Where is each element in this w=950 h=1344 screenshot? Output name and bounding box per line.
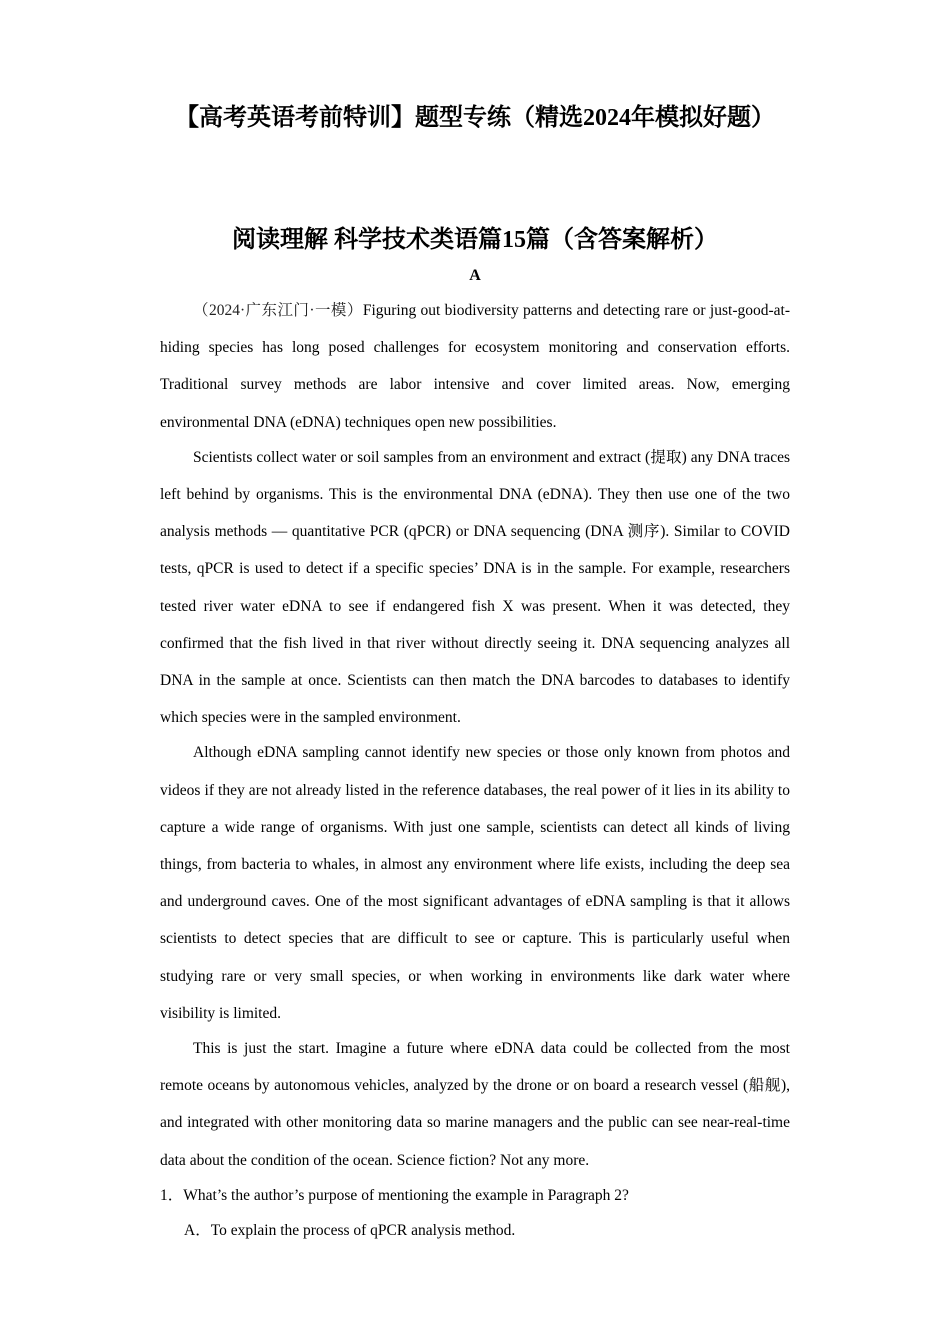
option-text: To explain the process of qPCR analysis method. <box>210 1222 516 1240</box>
paragraph-2: Scientists collect water or soil samples from an environment and extract (提取) any DNA traces left behind by organisms. This is the environmental DNA (eDNA). They then use one of the two analysis methods — quantitative PCR (qPCR) or DNA sequencing (DNA 测序). Similar to COVID tests, qPCR is used to detect if a specific species’ DNA is in the sample. For example, researchers tested river water eDNA to see if endangered fish X was present. When it was detected, they confirmed that the fish lived in that river without directly seeing it. DNA sequencing analyzes all DNA in the sample at once. Scientists can then match the DNA barcodes to databases to identify which species were in the sampled environment. <box>160 448 790 727</box>
paragraph-4: This is just the start. Imagine a future where eDNA data could be collected from the most remote oceans by autonomous vehicles, analyzed by the drone or on board a research vessel (船舰), and integrated with other monitoring data so marine managers and the public can see near-real-time data about the condition of the ocean. Science fiction? Not any more. <box>160 1040 790 1169</box>
question-number: 1． <box>160 1186 184 1204</box>
page-title: 【高考英语考前特训】题型专练（精选2024年模拟好题） <box>175 105 775 131</box>
paragraph-1-text: Figuring out biodiversity patterns and detecting rare or just-good-at-hiding species has long posed challenges for ecosystem monitoring and conservation efforts. Traditional survey methods are labor intensive and cover limited areas. Now, emerging environmental DNA (eDNA) techniques open new possibilities. <box>160 302 790 431</box>
question-text: What’s the author’s purpose of mentioning the example in Paragraph 2? <box>183 1186 629 1204</box>
section-label: A <box>469 267 481 284</box>
paragraph-3: Although eDNA sampling cannot identify new species or those only known from photos and videos if they are not already listed in the reference databases, the real power of it lies in its ability to capture a wide range of organisms. With just one sample, scientists can detect all kinds of living things, from bacteria to whales, in almost any environment where life exists, including the deep sea and underground caves. One of the most significant advantages of eDNA sampling is that it allows scientists to detect species that are difficult to see or capture. This is particularly useful when studying rare or very small species, or when working in environments like dark water where visibility is limited. <box>160 744 790 1022</box>
option-letter: A． <box>184 1222 211 1240</box>
source-citation: （2024·广东江门·一模） <box>193 302 363 319</box>
page-subtitle: 阅读理解 科学技术类语篇15篇（含答案解析） <box>232 227 718 253</box>
question-1 <box>160 1177 790 1214</box>
paragraph-1 <box>160 292 790 441</box>
passage-body <box>160 292 790 1249</box>
option-a <box>184 1212 790 1249</box>
